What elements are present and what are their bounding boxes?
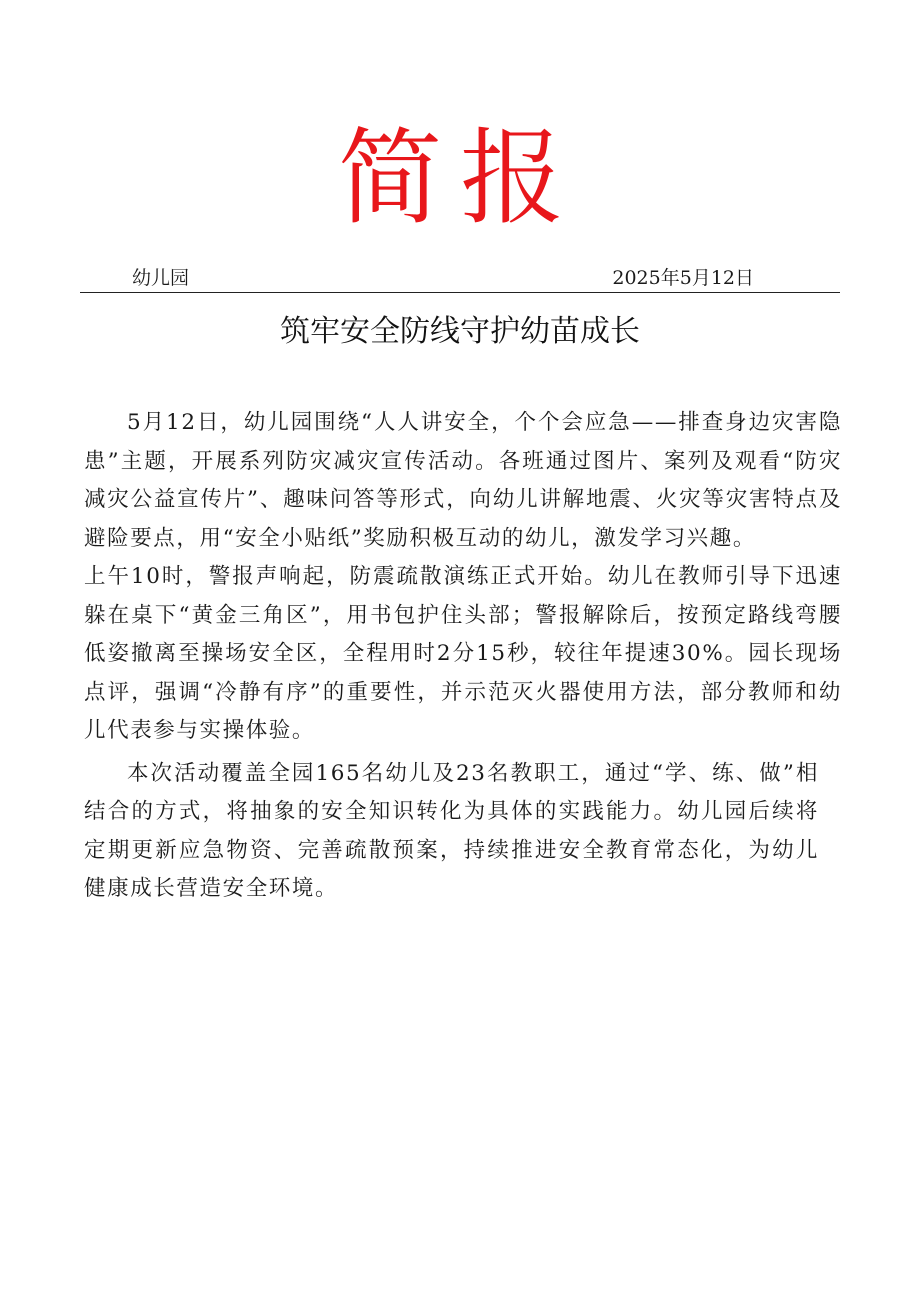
meta-row — [80, 264, 840, 293]
paragraph-2: 上午10时，警报声响起，防震疏散演练正式开始。幼儿在教师引导下迅速躲在桌下“黄金三角区”，用书包护住头部；警报解除后，按预定路线弯腰低姿撤离至操场安全区，全程用时2分15秒，较往年提速30%。园长现场点评，强调“冷静有序”的重要性，并示范灭火器使用方法，部分教师和幼儿代表参与实操体验。 — [84, 564, 842, 743]
article-body — [84, 404, 842, 909]
masthead-title: 简报 — [337, 117, 582, 239]
article-headline: 筑牢安全防线守护幼苗成长 — [280, 314, 640, 349]
issue-date: 2025年5月12日 — [612, 267, 754, 289]
paragraph-3: 本次活动覆盖全园165名幼儿及23名教职工，通过“学、练、做”相结合的方式，将抽象的安全知识转化为具体的实践能力。幼儿园后续将定期更新应急物资、完善疏散预案，持续推进安全教育常态化，为幼儿健康成长营造安全环境。 — [84, 760, 819, 901]
paragraph-1: 5月12日，幼儿园围绕“人人讲安全，个个会应急——排查身边灾害隐患”主题，开展系列防灾减灾宣传活动。各班通过图片、案列及观看“防灾减灾公益宣传片”、趣味问答等形式，向幼儿讲解地震、火灾等灾害特点及避险要点，用“安全小贴纸”奖励积极互动的幼儿，激发学习兴趣。 — [84, 410, 842, 551]
organization-name: 幼儿园 — [132, 267, 190, 289]
